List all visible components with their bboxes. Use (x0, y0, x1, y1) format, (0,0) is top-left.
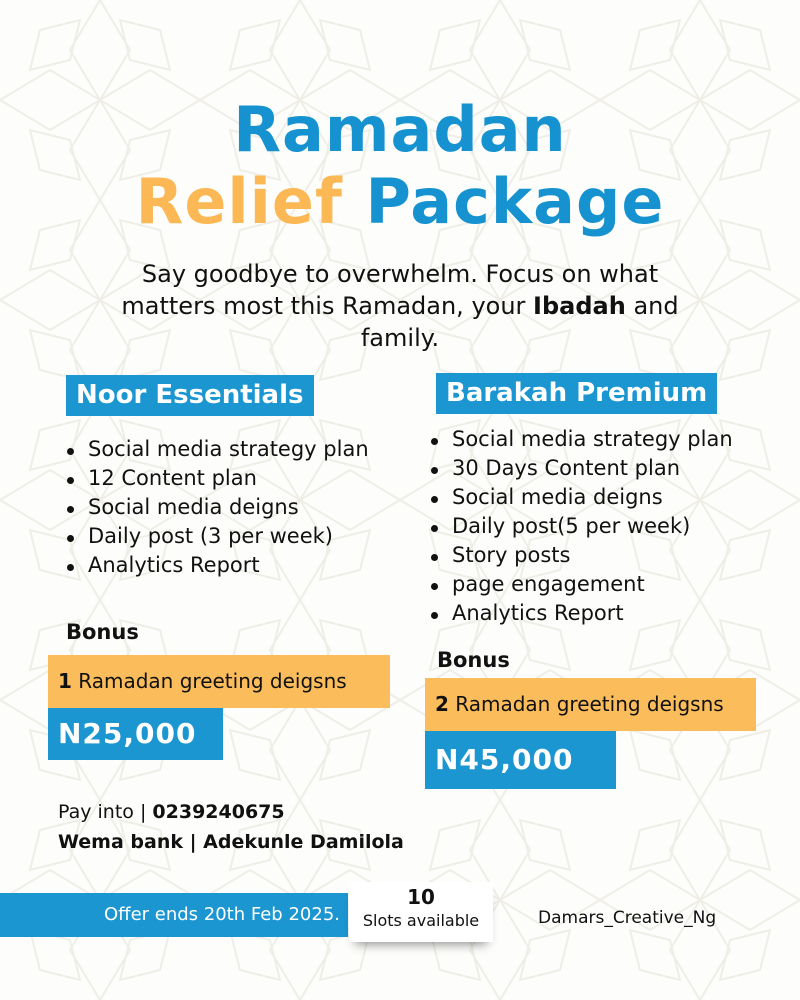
payment-info (58, 797, 404, 857)
payment-prefix: Pay into | (58, 801, 147, 823)
brand-handle: Damars_Creative_Ng (538, 908, 717, 928)
bonus-label-noor: Bonus (66, 620, 139, 644)
title-line-2 (0, 164, 800, 240)
bonus-box-barakah (425, 678, 756, 731)
tagline-text: Say goodbye to overwhelm. Focus on what matters most this Ramadan, your (121, 260, 659, 320)
feature-item: Social media deigns (428, 483, 733, 512)
title-line-1: Ramadan (233, 93, 567, 166)
bonus-count: 2 (435, 692, 449, 716)
feature-item: Analytics Report (64, 551, 369, 580)
tagline-text-end: and family. (360, 292, 679, 352)
bonus-text: Ramadan greeting deigsns (455, 692, 724, 716)
bank-details: Wema bank | Adekunle Damilola (58, 831, 404, 853)
feature-item: 12 Content plan (64, 464, 369, 493)
feature-item: Social media deigns (64, 493, 369, 522)
feature-item: Social media strategy plan (428, 425, 733, 454)
bonus-text: Ramadan greeting deigsns (78, 669, 347, 693)
feature-item: Social media strategy plan (64, 435, 369, 464)
feature-item: page engagement (428, 570, 733, 599)
offer-deadline-banner: Offer ends 20th Feb 2025. (0, 893, 348, 937)
feature-item: Analytics Report (428, 599, 733, 628)
payment-account-line (58, 797, 404, 827)
plan-features-barakah-premium (428, 425, 733, 628)
tagline (100, 258, 700, 354)
plan-title-noor-essentials: Noor Essentials (66, 375, 314, 416)
plan-title-barakah-premium: Barakah Premium (436, 373, 717, 414)
bonus-count: 1 (58, 669, 72, 693)
title-accent-word: Relief (135, 165, 343, 238)
bonus-label-barakah: Bonus (437, 648, 510, 672)
account-number: 0239240675 (152, 801, 285, 823)
title-package-word: Package (365, 165, 665, 238)
slots-count: 10 (407, 885, 435, 909)
plan-features-noor-essentials (64, 435, 369, 580)
slots-label: Slots available (362, 911, 480, 930)
slots-available-badge (349, 882, 493, 942)
bonus-box-noor (48, 655, 390, 708)
feature-item: 30 Days Content plan (428, 454, 733, 483)
feature-item: Daily post(5 per week) (428, 512, 733, 541)
tagline-bold: Ibadah (533, 292, 626, 320)
feature-item: Daily post (3 per week) (64, 522, 369, 551)
feature-item: Story posts (428, 541, 733, 570)
price-barakah: N45,000 (425, 731, 616, 789)
price-noor: N25,000 (48, 708, 223, 760)
